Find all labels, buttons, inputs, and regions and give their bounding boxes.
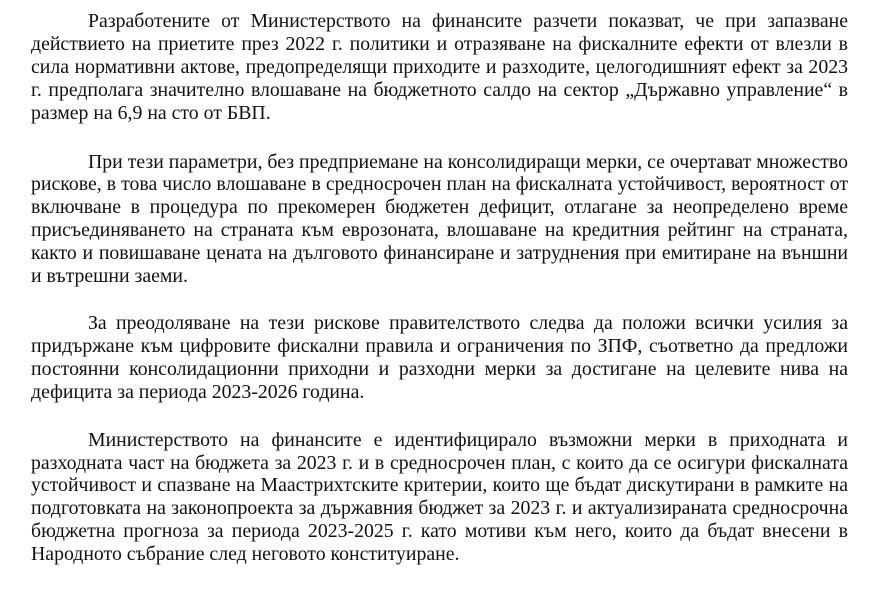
document-body xyxy=(31,10,848,566)
paragraph-budget-estimates: Разработените от Министерството на финансите разчети показват, че при запазване действието на приетите през 2022 г. политики и отразяване на фискалните ефекти от влезли в сила нормативни актове, предопределящи приходите и разходите, целогодишният ефект за 2023 г. предполага значително влошаване на бюджетното салдо на сектор „Държавно управление“ в размер на 6,9 на сто от БВП. xyxy=(31,10,848,124)
paragraph-government-measures: За преодоляване на тези рискове правителството следва да положи всички усилия за придържане към цифровите фискални правила и ограничения по ЗПФ, съответно да предложи постоянни консолидационни приходни и разходни мерки за достигане на целевите нива на дефицита за периода 2023-2026 година. xyxy=(31,311,848,403)
cropped-previous-line xyxy=(18,0,238,3)
paragraph-ministry-measures: Министерството на финансите е идентифицирало възможни мерки в приходната и разходната част на бюджета за 2023 г. и в средносрочен план, с които да се осигури фискалната устойчивост и спазване на Маастрихтските критерии, които ще бъдат дискутирани в рамките на подготовката на законопроекта за държавния бюджет за 2023 г. и актуализираната средносрочна бюджетна прогноза за периода 2023-2025 г. като мотиви към него, които да бъдат внесени в Народното събрание след неговото конституиране. xyxy=(31,428,848,566)
paragraph-risks: При тези параметри, без предприемане на консолидиращи мерки, се очертават множество рискове, в това число влошаване в средносрочен план на фискалната устойчивост, вероятност от включване в процедура по прекомерен бюджетен дефицит, отлагане за неопределено време присъединяването на страната към еврозоната, влошаване на кредитния рейтинг на страната, както и повишаване цената на дълговото финансиране и затруднения при емитиране на външни и вътрешни заеми. xyxy=(31,150,848,288)
